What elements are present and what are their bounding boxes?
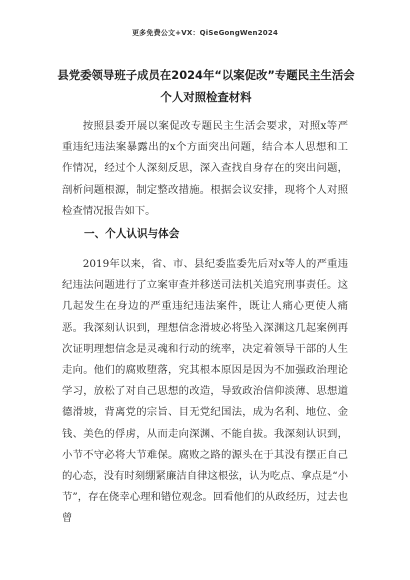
document-title: 县党委领导班子成员在2024年“以案促改”专题民主生活会个人对照检查材料: [57, 68, 355, 104]
body-paragraph: 2019年以来，省、市、县纪委监委先后对x等人的严重违纪违法问题进行了立案审查并移送司法机关追究刑事责任。这几起发生在身边的严重违纪违法案件，既让人痛心更使人痛恶。我深刻认识到，理想信念滑坡必将坠入深渊这几起案例再次证明理想信念是灵魂和行动的统率，决定着领导干部的人生走向。他们的腐败堕落，究其根本原因是因为不加强政治理论学习，放松了对自己思想的改造，导致政治信仰淡薄、思想道德滑坡，背离党的宗旨、目无党纪国法，成为名利、地位、金钱、美色的俘虏，从而走向深渊、不能自拔。我深刻认识到，小节不守必将大节难保。腐败之路的源头在于其没有摆正自己的心态，没有时刻绷紧廉洁自律这根弦，认为吃点、拿点是“小节”，存在侥幸心理和错位观念。回看他们的从政经历，过去也曾: [62, 258, 348, 525]
header-note: 更多免费公文+VX：QiSeGongWen2024: [131, 29, 279, 37]
intro-paragraph: 按照县委开展以案促改专题民主生活会要求，对照x等严重违纪违法案暴露出的x个方面突出问题，结合本人思想和工作情况，经过个人深刻反思，深入查找自身存在的突出问题，剖析问题根源，制定整改措施。根据会议安排，现将个人对照检查情况报告如下。: [62, 120, 348, 217]
section-heading: 一、个人认识与体会: [84, 228, 180, 240]
